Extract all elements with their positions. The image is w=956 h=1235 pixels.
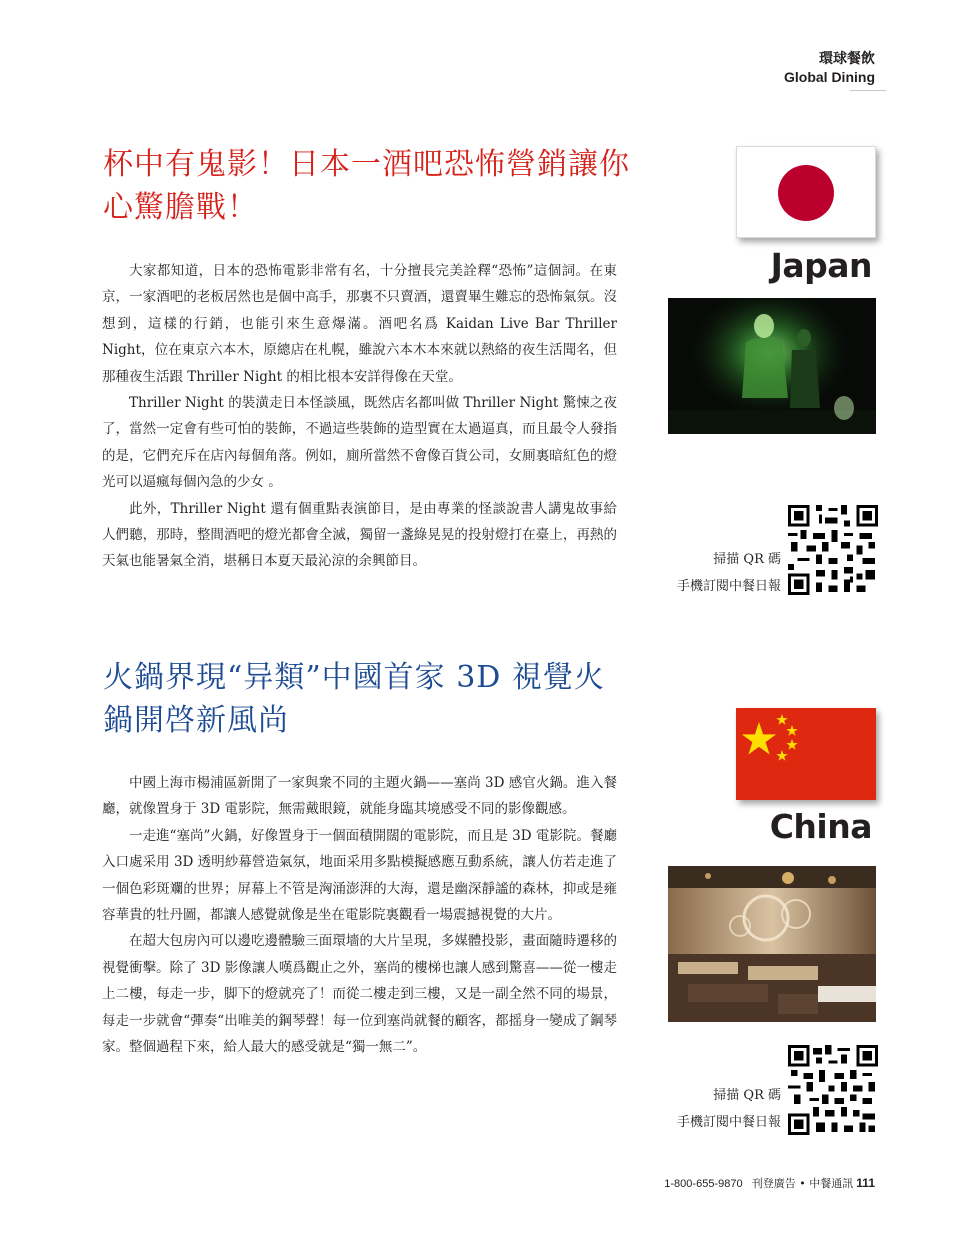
article-body-china [102, 770, 617, 1060]
country-label-china: China [769, 807, 872, 846]
page-number: 111 [856, 1176, 875, 1190]
article-paragraph: 此外，Thriller Night 還有個重點表演節目，是由專業的怪談說書人講鬼故事給人們聽，那時，整間酒吧的燈光都會全滅，獨留一盞綠晃晃的投射燈打在臺上，再熱的天氣也能暑氣全消，堪稱日本夏天最沁涼的余興節目。 [102, 500, 617, 570]
qr-caption-line1: 掃描 QR 碼 [713, 1088, 781, 1103]
page-footer [664, 1175, 875, 1191]
qr-caption [677, 546, 781, 600]
restaurant-interior-photo [668, 866, 876, 1022]
qr-code-icon[interactable] [788, 1045, 878, 1135]
article-paragraph: 在超大包房內可以邊吃邊體驗三面環墻的大片呈現，多媒體投影，畫面隨時遷移的視覺衝擊。除了 3D 影像讓人嘆爲觀止之外，塞尚的樓梯也讓人感到驚喜——從一樓走上二樓，每走一步，脚下的燈就亮了！而從二樓走到三樓，又是一副全然不同的場景，每走一步就會“彈奏“出唯美的鋼琴聲！每一位到塞尚就餐的顧客，都摇身一變成了鋼琴家。整個過程下來，給人最大的感受就是“獨一無二”。 [102, 933, 617, 1056]
qr-code-icon[interactable] [788, 505, 878, 595]
china-flag-icon [736, 708, 876, 800]
qr-caption [677, 1082, 781, 1136]
qr-caption-line1: 掃描 QR 碼 [713, 552, 781, 567]
article-paragraph: 一走進“塞尚”火鍋，好像置身于一個面積開闊的電影院，而且是 3D 電影院。餐廳入口處采用 3D 透明紗幕營造氣氛，地面采用多點模擬感應互動系統，讓人仿若走進了一個色彩斑斕的世界；屏幕上不管是洶涌澎湃的大海，還是幽深靜謐的森林，抑或是雍容華貴的牡丹圖，都讓人感覺就像是坐在電影院裏觀看一場震撼視覺的大片。 [102, 827, 617, 924]
section-title-en: Global Dining [784, 69, 875, 85]
footer-ad-text: 刊登廣告 • 中餐通訊 [751, 1177, 854, 1190]
article-paragraph: 中國上海市楊浦區新開了一家與衆不同的主題火鍋——塞尚 3D 感官火鍋。進入餐廳，就像置身于 3D 電影院，無需戴眼鏡，就能身臨其境感受不同的影像觀感。 [102, 775, 617, 818]
article-body-japan [102, 258, 617, 575]
qr-caption-line2: 手機訂閱中餐日報 [676, 1115, 781, 1130]
japan-flag-icon [736, 146, 876, 238]
header-divider [850, 90, 886, 91]
article-paragraph: Thriller Night 的裝潢走日本怪談風，既然店名都叫做 Thriller Night 驚悚之夜了，當然一定會有些可怕的裝飾，不過這些裝飾的造型實在太過逼真，而且最令人發指的是，它們充斥在店內每個角落。例如，廁所當然不會像百貨公司，女厠裏暗紅色的燈光可以逼瘋每個內急的少女 。 [102, 395, 617, 491]
bar-interior-photo [668, 298, 876, 434]
article-title-china: 火鍋界現“异類”中國首家 3D 視覺火鍋開啓新風尚 [103, 660, 605, 738]
article-paragraph: 大家都知道，日本的恐怖電影非常有名，十分擅長完美詮釋“恐怖”這個詞。在東京，一家酒吧的老板居然也是個中高手，那裏不只賣酒，還賣畢生難忘的恐怖氣氛。沒想到，這樣的行銷，也能引來生意爆滿。酒吧名爲 Kaidan Live Bar Thriller Night，位在東京六本木，原總店在札幌，雖說六本木本來就以熱絡的夜生活聞名，但那種夜生活跟 Thriller Night 的相比根本安詳得像在天堂。 [102, 263, 617, 385]
section-title-cn: 環球餐飲 [819, 51, 875, 67]
country-label-japan: Japan [770, 246, 872, 285]
footer-phone: 1-800-655-9870 [664, 1178, 743, 1190]
qr-caption-line2: 手機訂閱中餐日報 [676, 579, 781, 594]
article-title-japan: 杯中有鬼影！日本一酒吧恐怖營銷讓你心驚膽戰！ [103, 147, 630, 225]
